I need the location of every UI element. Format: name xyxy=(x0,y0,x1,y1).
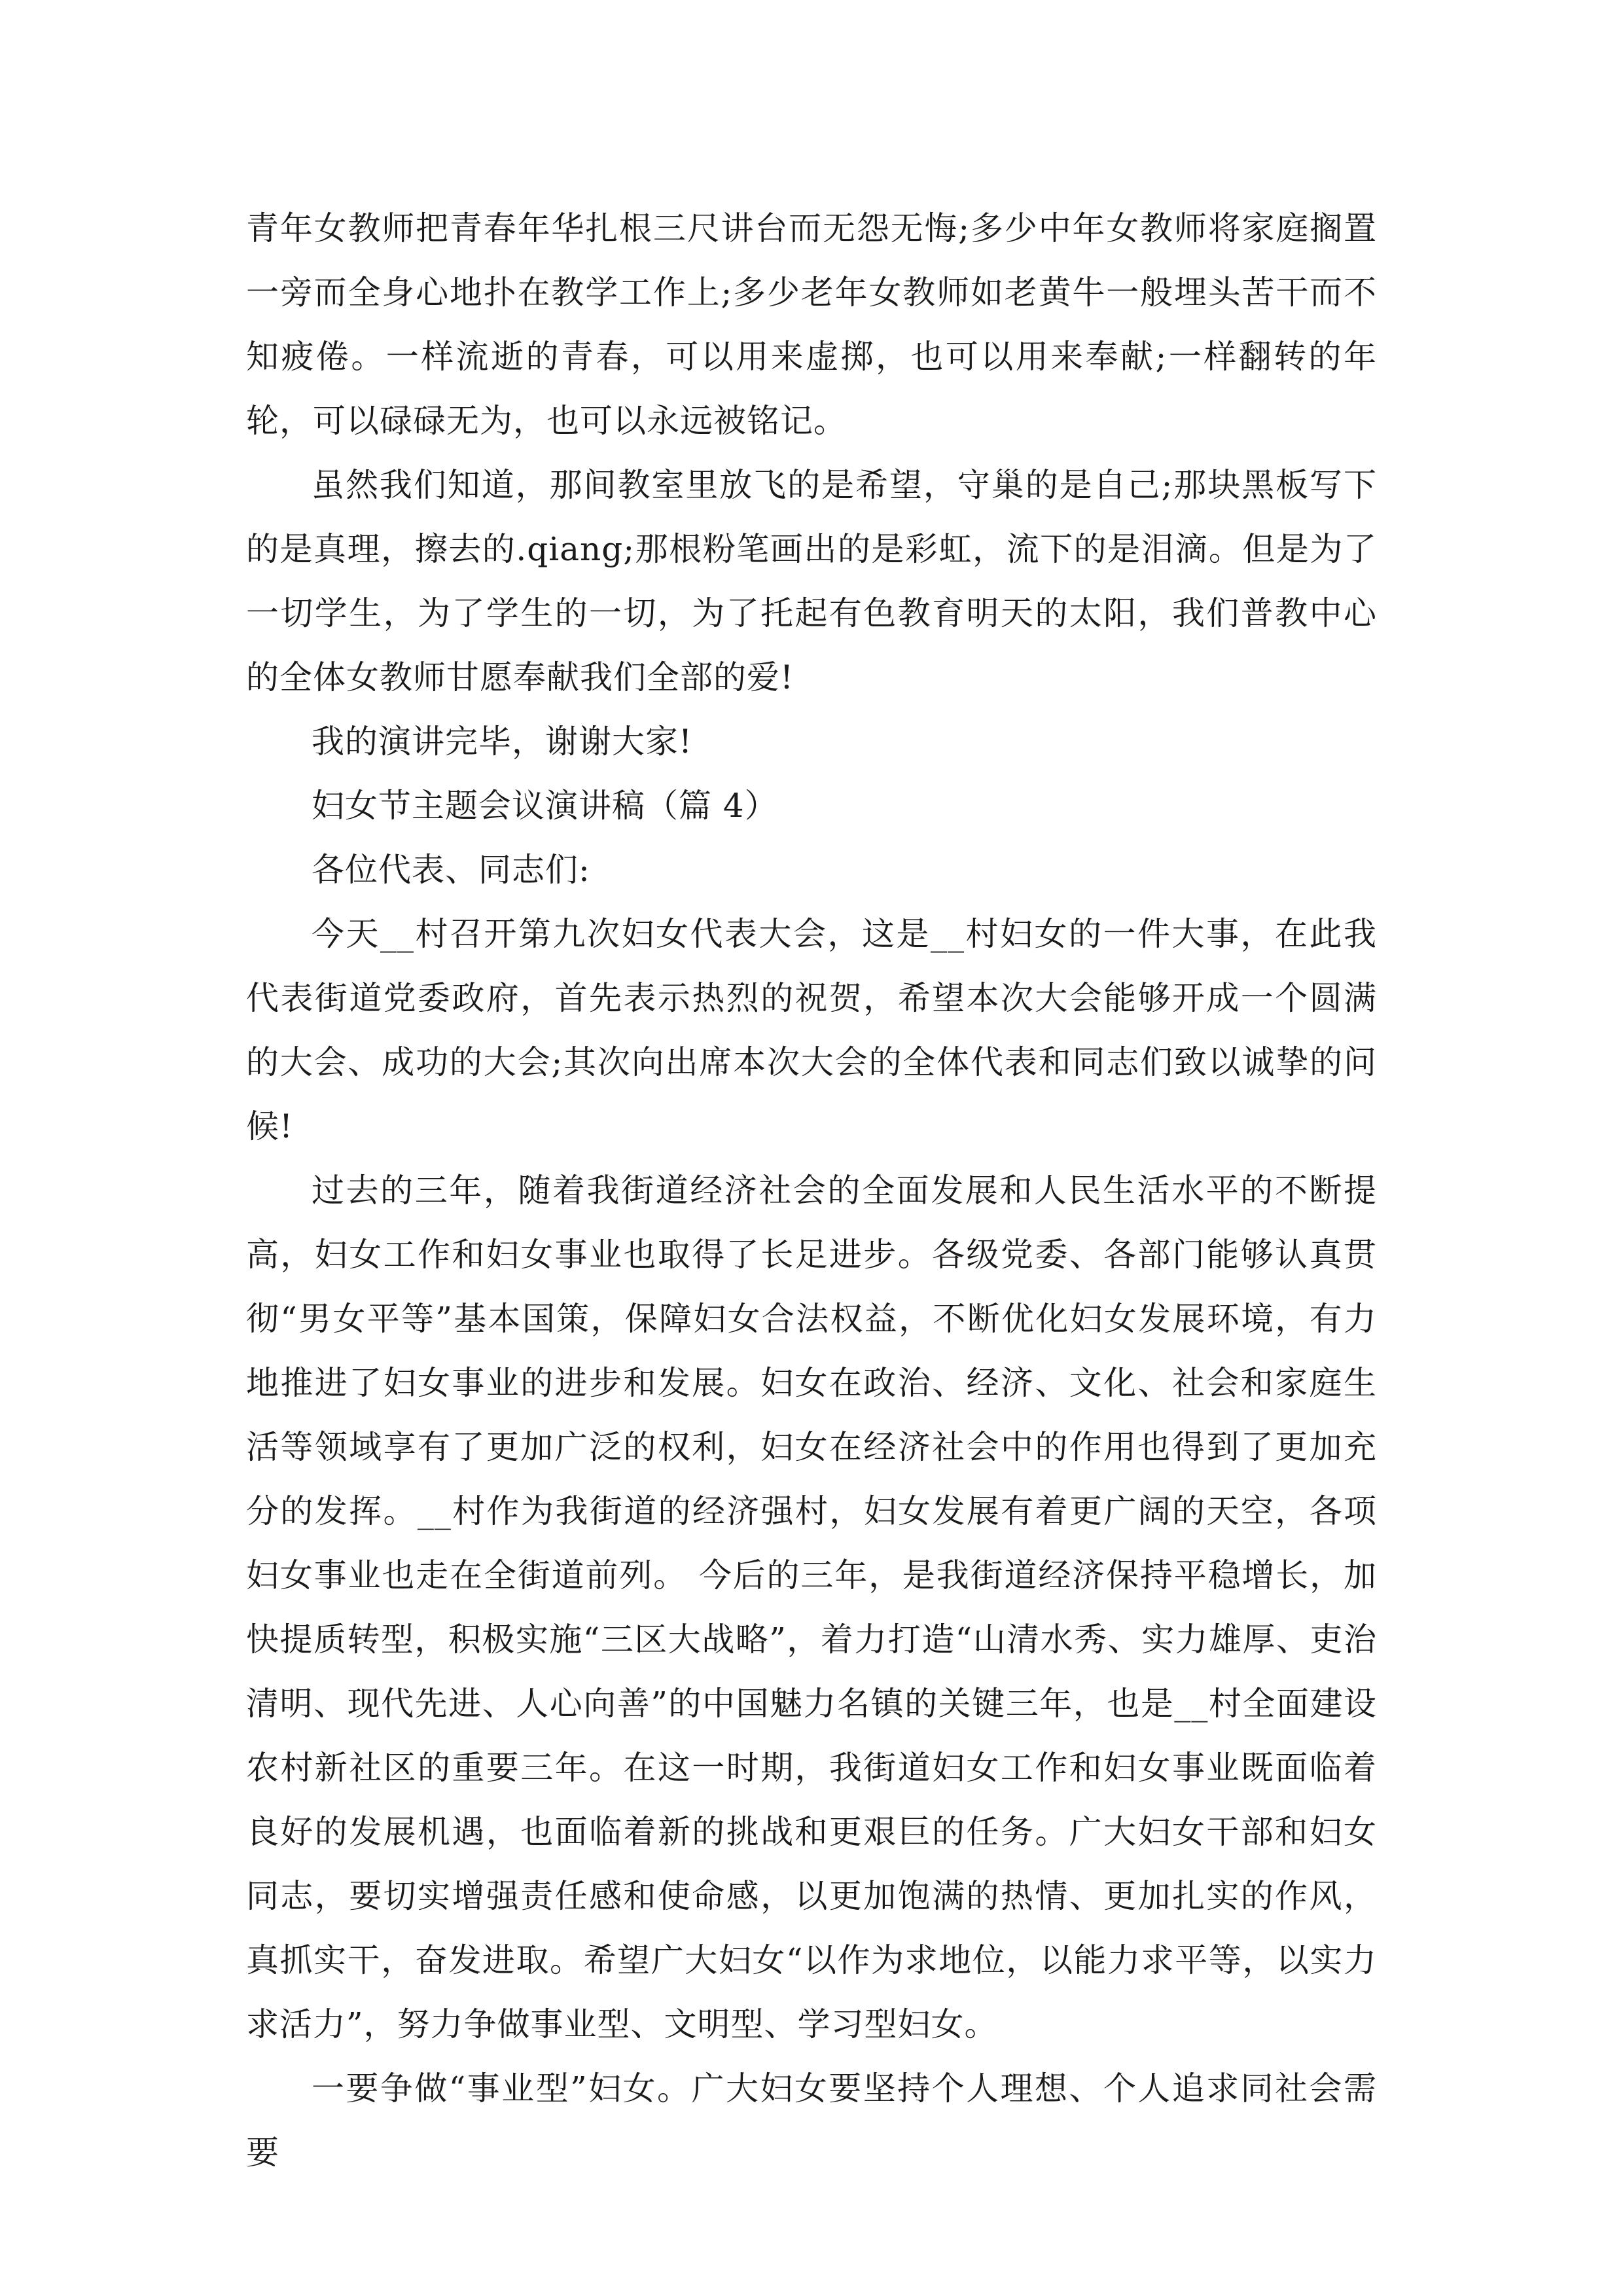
section-heading: 妇女节主题会议演讲稿（篇 4） xyxy=(312,787,778,825)
paragraph-2: 虽然我们知道，那间教室里放飞的是希望，守巢的是自己;那块黑板写下的是真理，擦去的.qiang;那根粉笔画出的是彩虹，流下的是泪滴。但是为了一切学生，为了学生的一切，为了托起有色教育明天的太阳，我们普教中心的全体女教师甘愿奉献我们全部的爱! xyxy=(246,466,1377,696)
salutation: 各位代表、同志们: xyxy=(312,851,590,889)
paragraph-1: 青年女教师把青春年华扎根三尺讲台而无怨无悔;多少中年女教师将家庭搁置一旁而全身心地扑在教学工作上;多少老年女教师如老黄牛一般埋头苦干而不知疲倦。一样流逝的青春，可以用来虚掷，也可以用来奉献;一样翻转的年轮，可以碌碌无为，也可以永远被铭记。 xyxy=(246,209,1377,440)
paragraph-6: 一要争做“事业型”妇女。广大妇女要坚持个人理想、个人追求同社会需要 xyxy=(246,2070,1377,2172)
paragraph-4: 今天__村召开第九次妇女代表大会，这是__村妇女的一件大事，在此我代表街道党委政府，首先表示热烈的祝贺，希望本次大会能够开成一个圆满的大会、成功的大会;其次向出席本次大会的全体代表和同志们致以诚挚的问候! xyxy=(246,915,1377,1145)
paragraph-3: 我的演讲完毕，谢谢大家! xyxy=(312,723,693,761)
document-body xyxy=(246,196,1377,2185)
paragraph-5: 过去的三年，随着我街道经济社会的全面发展和人民生活水平的不断提高，妇女工作和妇女事业也取得了长足进步。各级党委、各部门能够认真贯彻“男女平等”基本国策，保障妇女合法权益，不断优化妇女发展环境，有力地推进了妇女事业的进步和发展。妇女在政治、经济、文化、社会和家庭生活等领域享有了更加广泛的权利，妇女在经济社会中的作用也得到了更加充分的发挥。__村作为我街道的经济强村，妇女发展有着更广阔的天空，各项妇女事业也走在全街道前列。 今后的三年，是我街道经济保持平稳增长，加快提质转型，积极实施“三区大战略”，着力打造“山清水秀、实力雄厚、吏治清明、现代先进、人心向善”的中国魅力名镇的关键三年，也是__村全面建设农村新社区的重要三年。在这一时期，我街道妇女工作和妇女事业既面临着良好的发展机遇，也面临着新的挑战和更艰巨的任务。广大妇女干部和妇女同志，要切实增强责任感和使命感，以更加饱满的热情、更加扎实的作风，真抓实干，奋发进取。希望广大妇女“以作为求地位，以能力求平等，以实力求活力”，努力争做事业型、文明型、学习型妇女。 xyxy=(246,1172,1377,2043)
